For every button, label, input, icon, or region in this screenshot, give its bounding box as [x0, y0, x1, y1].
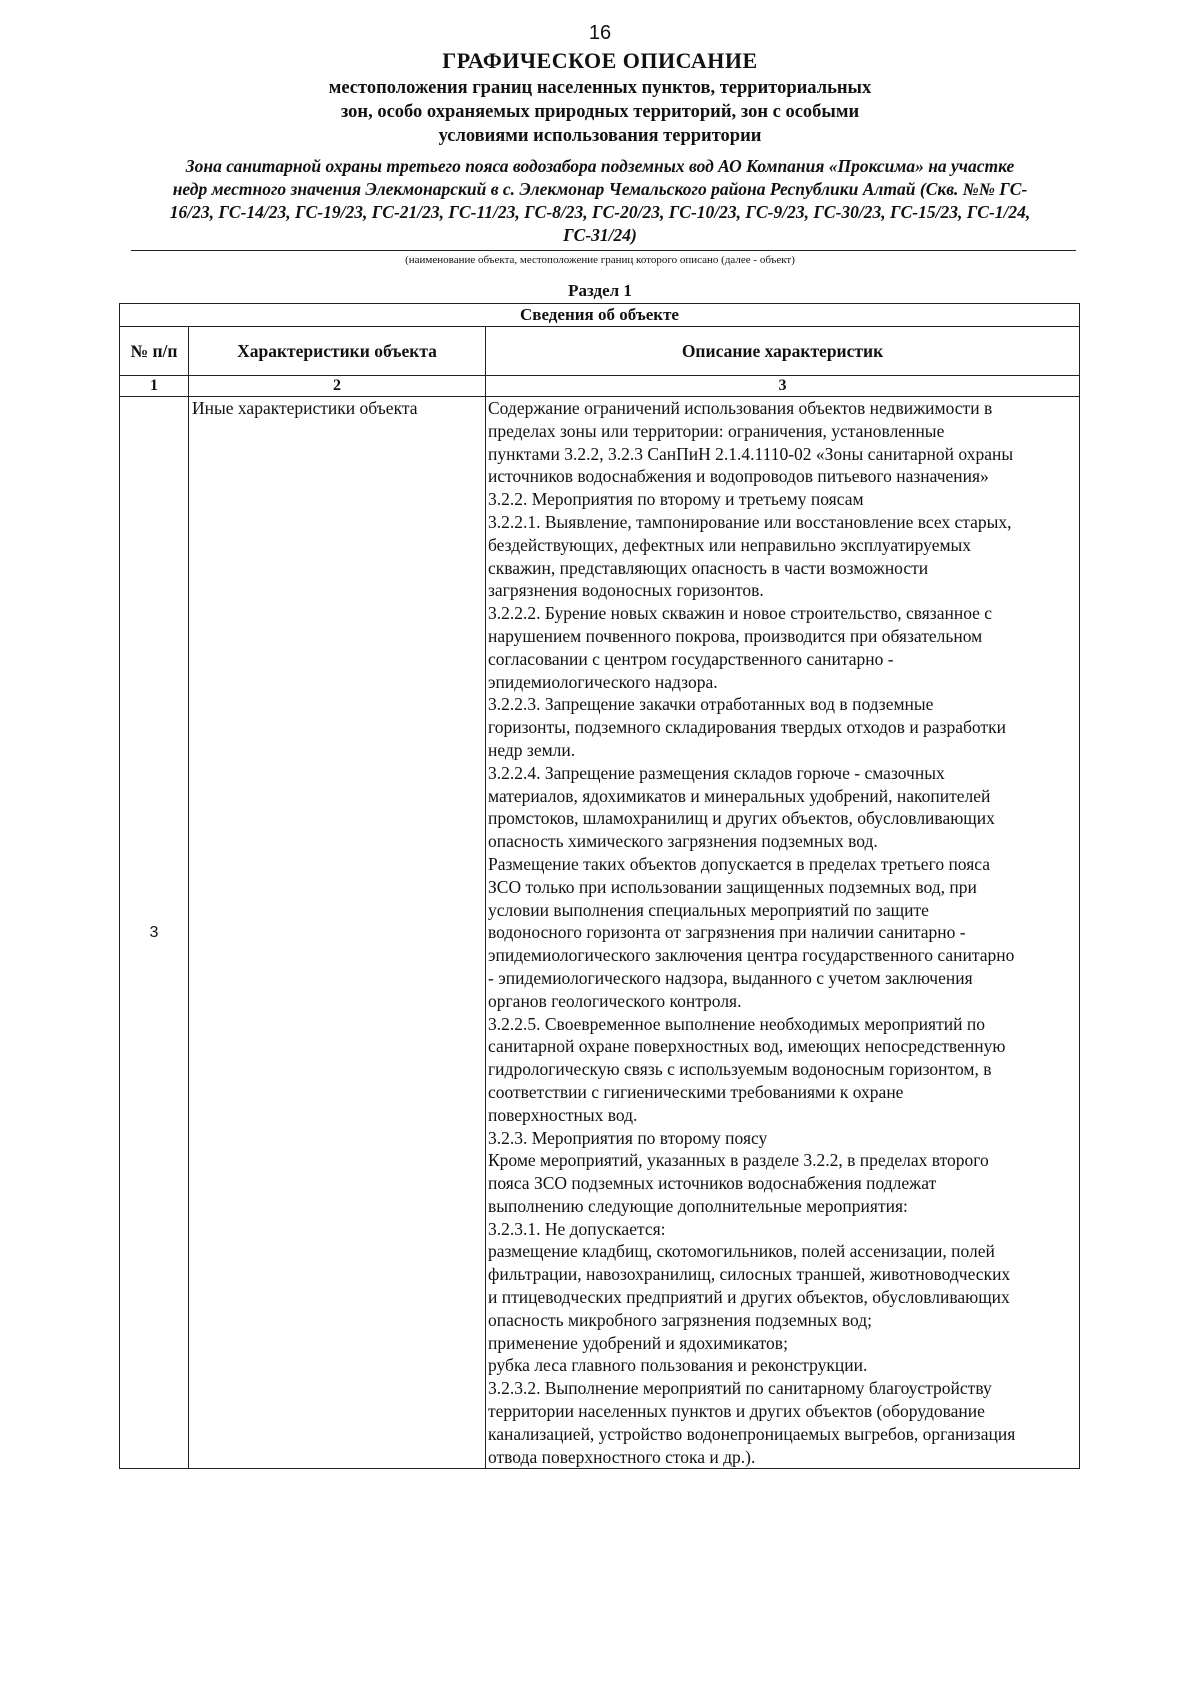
description-line: 3.2.3.2. Выполнение мероприятий по санитарному благоустройству	[488, 1378, 992, 1399]
description-line: рубка леса главного пользования и реконструкции.	[488, 1355, 868, 1376]
description-line: опасность химического загрязнения подземных вод.	[488, 831, 878, 852]
description-line: 3.2.2.4. Запрещение размещения складов горюче - смазочных	[488, 762, 945, 783]
column-header-description: Описание характеристик	[486, 327, 1080, 376]
row-characteristic: Иные характеристики объекта	[189, 397, 486, 1469]
description-line: органов геологического контроля.	[488, 990, 742, 1011]
description-line: канализацией, устройство водонепроницаемых выгребов, организация	[488, 1423, 1016, 1444]
table-row	[120, 397, 1080, 1469]
column-number: 1	[120, 376, 189, 397]
object-name-line: ГС-31/24)	[563, 225, 637, 245]
row-number: 3	[120, 397, 189, 1469]
description-line: пояса ЗСО подземных источников водоснабжения подлежат	[488, 1173, 937, 1194]
description-line: промстоков, шламохранилищ и других объектов, обусловливающих	[488, 808, 995, 829]
description-line: опасность микробного загрязнения подземных вод;	[488, 1309, 873, 1330]
description-line: загрязнения водоносных горизонтов.	[488, 580, 764, 601]
description-line: недр земли.	[488, 739, 576, 760]
object-name-underline	[131, 250, 1076, 251]
description-line: размещение кладбищ, скотомогильников, полей ассенизации, полей	[488, 1241, 995, 1262]
description-line: и птицеводческих предприятий и других объектов, обусловливающих	[488, 1287, 1010, 1308]
description-line: пределах зоны или территории: ограничения, установленные	[488, 420, 945, 441]
object-name-line: недр местного значения Элекмонарский в с. Элекмонар Чемальского района Республики Алтай (Скв. №№ ГС-	[172, 179, 1028, 199]
description-line: 3.2.2. Мероприятия по второму и третьему поясам	[488, 489, 864, 510]
object-name-line: 16/23, ГС-14/23, ГС-19/23, ГС-21/23, ГС-11/23, ГС-8/23, ГС-20/23, ГС-10/23, ГС-9/23, ГС-30/23, ГС-15/23, ГС-1/24,	[169, 202, 1031, 222]
description-line: 3.2.2.3. Запрещение закачки отработанных вод в подземные	[488, 694, 934, 715]
column-number-row	[120, 376, 1080, 397]
column-header-number: № п/п	[120, 327, 189, 376]
description-line: согласовании с центром государственного санитарно -	[488, 648, 894, 669]
description-line: Кроме мероприятий, указанных в разделе 3.2.2, в пределах второго	[488, 1150, 989, 1171]
subtitle-line: зон, особо охраняемых природных территорий, зон с особыми	[340, 102, 860, 122]
object-name-line: Зона санитарной охраны третьего пояса водозабора подземных вод АО Компания «Проксима» на участке	[185, 156, 1015, 176]
description-line: источников водоснабжения и водопроводов питьевого назначения»	[488, 466, 989, 487]
description-line: территории населенных пунктов и других объектов (оборудование	[488, 1401, 985, 1422]
description-line: ЗСО только при использовании защищенных подземных вод, при	[488, 876, 977, 897]
description-line: горизонты, подземного складирования твердых отходов и разработки	[488, 717, 1006, 738]
description-line: применение удобрений и ядохимикатов;	[488, 1332, 788, 1353]
description-line: 3.2.3.1. Не допускается:	[488, 1218, 666, 1239]
subtitle-line: местоположения границ населенных пунктов, территориальных	[328, 78, 872, 98]
document-title: ГРАФИЧЕСКОЕ ОПИСАНИЕ	[442, 48, 758, 73]
description-line: фильтрации, навозохранилищ, силосных траншей, животноводческих	[488, 1264, 1011, 1285]
description-line: 3.2.2.1. Выявление, тампонирование или восстановление всех старых,	[488, 511, 1012, 532]
description-line: 3.2.2.2. Бурение новых скважин и новое строительство, связанное с	[488, 603, 993, 624]
description-line: санитарной охране поверхностных вод, имеющих непосредственную	[488, 1036, 1006, 1057]
description-line: 3.2.3. Мероприятия по второму поясу	[488, 1127, 768, 1148]
description-line: соответствии с гигиеническими требованиями к охране	[488, 1081, 904, 1102]
page-number: 16	[588, 22, 612, 44]
description-line: поверхностных вод.	[488, 1104, 638, 1125]
object-name	[125, 155, 1075, 247]
description-line: бездействующих, дефектных или неправильно эксплуатируемых	[488, 534, 972, 555]
description-line: материалов, ядохимикатов и минеральных удобрений, накопителей	[488, 785, 991, 806]
description-line: эпидемиологического заключения центра государственного санитарно	[488, 945, 1015, 966]
description-line: эпидемиологического надзора.	[488, 671, 718, 692]
column-header-characteristic: Характеристики объекта	[189, 327, 486, 376]
description-line: Содержание ограничений использования объектов недвижимости в	[488, 398, 993, 418]
object-caption: (наименование объекта, местоположение границ которого описано (далее - объект)	[405, 254, 795, 266]
object-info-table	[119, 303, 1080, 1469]
table-caption-row	[120, 304, 1080, 327]
description-line: пунктами 3.2.2, 3.2.3 СанПиН 2.1.4.1110-02 «Зоны санитарной охраны	[488, 443, 1014, 464]
description-line: - эпидемиологического надзора, выданного с учетом заключения	[488, 967, 973, 988]
description-line: Размещение таких объектов допускается в пределах третьего пояса	[488, 853, 991, 874]
description-line: условии выполнения специальных мероприятий по защите	[488, 899, 929, 920]
description-line: отвода поверхностного стока и др.).	[488, 1446, 756, 1467]
description-line: выполнению следующие дополнительные мероприятия:	[488, 1195, 908, 1216]
description-line: водоносного горизонта от загрязнения при наличии санитарно -	[488, 922, 966, 943]
description-line: 3.2.2.5. Своевременное выполнение необходимых мероприятий по	[488, 1013, 985, 1034]
description-line: скважин, представляющих опасность в части возможности	[488, 557, 929, 578]
document-subtitle	[250, 76, 950, 148]
description-line: нарушением почвенного покрова, производится при обязательном	[488, 625, 983, 646]
table-caption: Сведения об объекте	[120, 304, 1080, 327]
column-number: 2	[189, 376, 486, 397]
row-description	[486, 397, 1080, 1469]
table-header-row	[120, 327, 1080, 376]
description-line: гидрологическую связь с используемым водоносным горизонтом, в	[488, 1059, 992, 1080]
column-number: 3	[486, 376, 1080, 397]
section-title: Раздел 1	[568, 281, 632, 300]
subtitle-line: условиями использования территории	[438, 126, 762, 146]
